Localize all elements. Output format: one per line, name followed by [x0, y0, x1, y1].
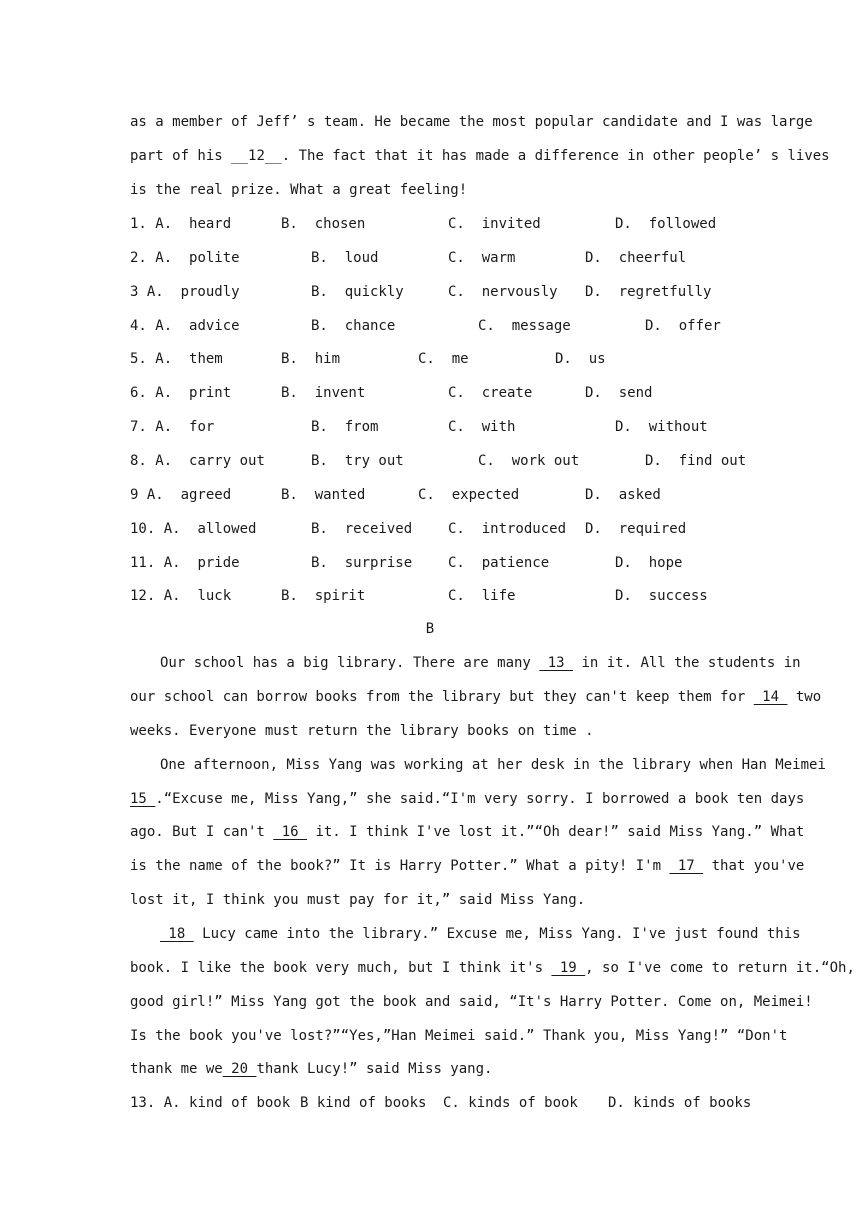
option-a-text: luck: [197, 588, 232, 605]
question-13-b: B kind of books: [300, 1095, 427, 1111]
option-a: [130, 383, 231, 403]
option-b: B. quickly: [311, 283, 404, 300]
passage-b-p3-line-2: [130, 958, 855, 978]
text: two: [787, 689, 822, 705]
option-a: [130, 519, 256, 539]
option-a: [130, 553, 240, 573]
option-a: [130, 214, 231, 234]
passage-a-line-1: as a member of Jeff’ s team. He became the most popular candidate and I was large: [130, 114, 813, 130]
text: , so I've come to return it.“Oh,: [585, 960, 855, 976]
question-13-a: [130, 1093, 290, 1113]
option-a: [130, 349, 223, 369]
passage-b-p1-line-3: weeks. Everyone must return the library books on time .: [130, 723, 594, 739]
question-number: 11. A.: [130, 554, 181, 571]
passage-b-p2-line-3: [130, 822, 805, 842]
passage-b-p1-line-1: [160, 653, 801, 673]
option-b: B. invent: [281, 385, 366, 402]
question-number: 5. A.: [130, 351, 173, 368]
text: . The fact that it has made a difference in other people’ s lives: [281, 148, 830, 164]
option-d: D. hope: [615, 554, 683, 571]
text: .“Excuse me, Miss Yang,” she said.“I'm very sorry. I borrowed a book ten days: [155, 791, 805, 807]
option-b: B. received: [311, 520, 413, 537]
option-c: C. with: [448, 419, 516, 436]
option-a-text: advice: [189, 317, 240, 334]
option-a-text: them: [189, 351, 223, 368]
option-c: C. life: [448, 588, 516, 605]
section-b-title: B: [425, 621, 435, 637]
blank-14: 14: [753, 689, 788, 705]
option-d: D. asked: [585, 486, 661, 503]
option-d: D. required: [585, 520, 687, 537]
option-a-text: carry out: [189, 452, 265, 469]
option-d: D. regretfully: [585, 283, 712, 300]
option-a: [130, 485, 231, 505]
option-a: [130, 451, 265, 471]
option-b: B. from: [311, 419, 379, 436]
option-d: D. cheerful: [585, 249, 687, 266]
option-d: D. offer: [645, 317, 721, 334]
option-c: C. work out: [478, 452, 580, 469]
text: Lucy came into the library.” Excuse me, Miss Yang. I've just found this: [193, 926, 801, 942]
option-a-text: polite: [189, 249, 240, 266]
option-b: B. spirit: [281, 588, 366, 605]
option-c: C. introduced: [448, 520, 567, 537]
passage-b-p2-line-2: [130, 789, 805, 809]
question-number: 10. A.: [130, 520, 181, 537]
option-d: D. followed: [615, 216, 717, 232]
blank-13: 13: [539, 655, 574, 671]
blank-20: 20: [222, 1061, 257, 1077]
question-number: 8. A.: [130, 452, 173, 469]
text: Our school has a big library. There are many: [160, 655, 540, 671]
option-a-text: print: [189, 385, 232, 402]
passage-b-p3-line-3: good girl!” Miss Yang got the book and said, “It's Harry Potter. Come on, Meimei!: [130, 994, 813, 1010]
option-c: C. create: [448, 385, 533, 402]
text: thank me we: [130, 1061, 223, 1077]
question-13-d: D. kinds of books: [608, 1095, 752, 1111]
question-number: 7. A.: [130, 419, 173, 436]
question-number: 2. A.: [130, 249, 173, 266]
option-b: B. him: [281, 351, 341, 368]
option-c: C. warm: [448, 249, 516, 266]
text: it. I think I've lost it.”“Oh dear!” said Miss Yang.” What: [307, 824, 805, 840]
question-number: 6. A.: [130, 385, 173, 402]
option-a-text: pride: [197, 554, 240, 571]
text: that you've: [703, 858, 805, 874]
blank-17: 17: [669, 858, 704, 874]
option-a-text: allowed: [197, 520, 257, 537]
question-number: 13. A.: [130, 1095, 181, 1111]
option-a: [130, 316, 240, 336]
option-c: C. patience: [448, 554, 550, 571]
text: book. I like the book very much, but I think it's: [130, 960, 552, 976]
passage-b-p2-line-4: [130, 856, 805, 876]
text: is the name of the book?” It is Harry Potter.” What a pity! I'm: [130, 858, 670, 874]
option-a: [130, 417, 214, 437]
text: part of his: [130, 148, 232, 164]
question-number: 1. A.: [130, 216, 173, 232]
blank-15: 15: [130, 791, 156, 807]
option-a-text: for: [189, 419, 215, 436]
question-13-c: C. kinds of book: [443, 1095, 578, 1111]
passage-a-line-3: is the real prize. What a great feeling!: [130, 182, 468, 198]
option-a: [130, 282, 240, 302]
passage-b-p1-line-2: [130, 687, 822, 707]
question-number: 12. A.: [130, 588, 181, 605]
option-a-text: heard: [189, 216, 232, 232]
passage-b-p2-line-1: One afternoon, Miss Yang was working at her desk in the library when Han Meimei: [160, 757, 826, 773]
option-a: kind of book: [189, 1095, 291, 1111]
passage-b-p3-line-5: [130, 1059, 730, 1079]
passage-b-p3-line-4: Is the book you've lost?”“Yes,”Han Meimei said.” Thank you, Miss Yang!” “Don't: [130, 1028, 788, 1044]
option-d: D. success: [615, 588, 708, 605]
blank-16: 16: [273, 824, 308, 840]
option-b: B. chance: [311, 317, 396, 334]
option-d: D. find out: [645, 452, 747, 469]
passage-a-line-2: [130, 146, 830, 166]
option-a: [130, 248, 240, 268]
option-b: B. chosen: [281, 216, 366, 232]
blank-18: 18: [160, 926, 194, 942]
option-c: C. nervously: [448, 283, 558, 300]
option-c: C. invited: [448, 216, 541, 232]
passage-b-p2-line-5: lost it, I think you must pay for it,” said Miss Yang.: [130, 892, 586, 908]
option-c: C. message: [478, 317, 571, 334]
option-b: B. loud: [311, 249, 379, 266]
text: ago. But I can't: [130, 824, 274, 840]
option-b: B. try out: [311, 452, 404, 469]
text: in it. All the students in: [573, 655, 801, 671]
option-d: D. without: [615, 419, 708, 436]
question-number: 3 A.: [130, 283, 164, 300]
blank-19: 19: [551, 960, 586, 976]
option-b: B. surprise: [311, 554, 413, 571]
option-b: B. wanted: [281, 486, 366, 503]
option-a: [130, 586, 231, 606]
option-a-text: proudly: [180, 283, 240, 300]
text: our school can borrow books from the library but they can't keep them for: [130, 689, 754, 705]
option-c: C. expected: [418, 486, 520, 503]
passage-b-p3-line-1: [160, 924, 801, 944]
option-c: C. me: [418, 351, 469, 368]
question-number: 9 A.: [130, 486, 164, 503]
option-d: D. send: [585, 385, 653, 402]
question-number: 4. A.: [130, 317, 173, 334]
option-d: D. us: [555, 351, 606, 368]
option-a-text: agreed: [180, 486, 232, 503]
text: thank Lucy!” said Miss yang.: [256, 1061, 493, 1077]
blank-12: __12__: [231, 148, 282, 164]
